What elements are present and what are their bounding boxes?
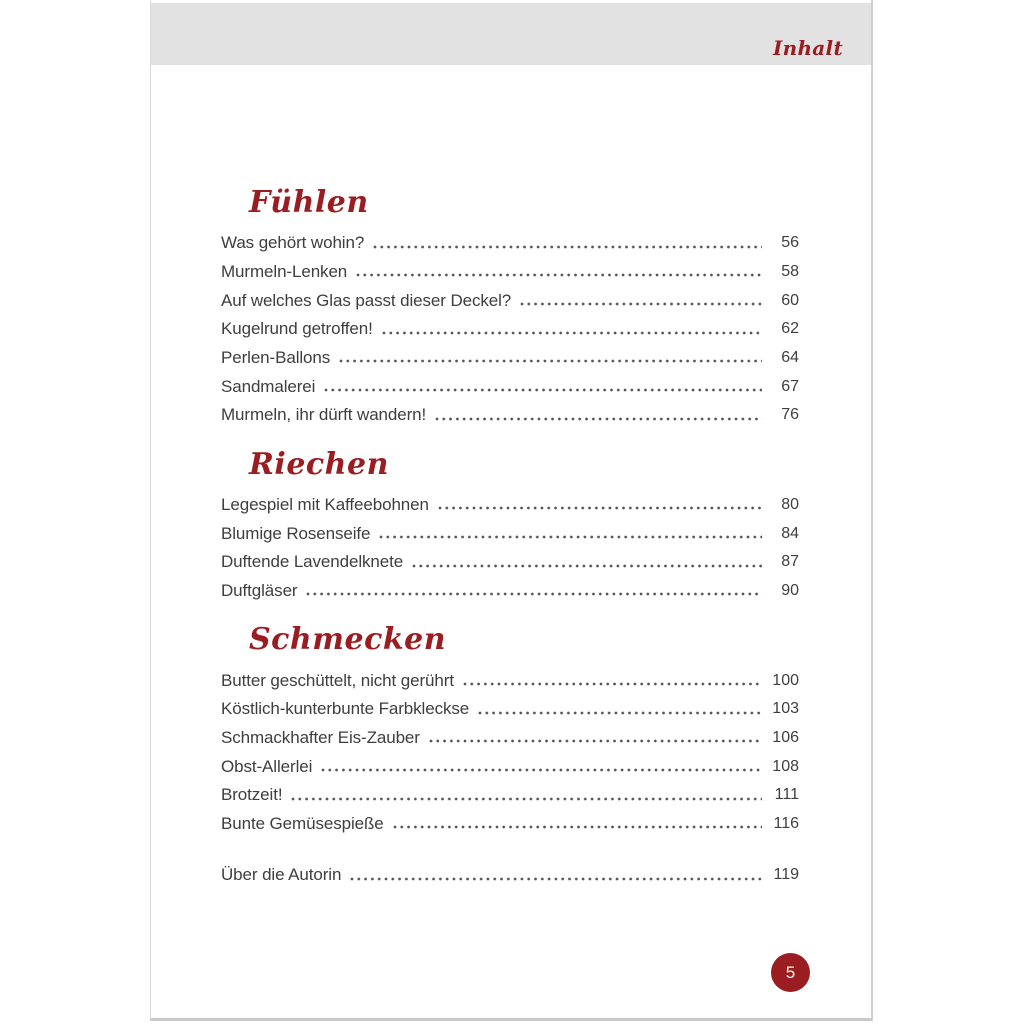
dot-leader — [382, 331, 762, 335]
entry-page-number: 106 — [772, 728, 799, 746]
header-band — [151, 3, 871, 65]
entry-page-number: 76 — [781, 406, 799, 424]
dot-leader — [435, 417, 762, 421]
table-of-contents — [151, 65, 871, 890]
entry-title: Auf welches Glas passt dieser Deckel? — [221, 290, 512, 310]
entry-title: Duftende Lavendelknete — [221, 552, 404, 572]
section-entries — [221, 491, 799, 606]
toc-entry — [221, 258, 799, 287]
section-title: Riechen — [249, 446, 389, 482]
section-title: Schmecken — [249, 622, 447, 658]
entry-title: Duftgläser — [221, 580, 298, 600]
dot-leader — [379, 535, 762, 539]
page-number-badge — [771, 953, 810, 992]
toc-entry — [221, 229, 799, 258]
entry-title: Schmackhafter Eis-Zauber — [221, 727, 420, 747]
toc-entry — [221, 695, 799, 724]
section-entries — [221, 666, 799, 838]
toc-entry — [221, 491, 799, 520]
toc-entry — [221, 372, 799, 401]
entry-page-number: 80 — [781, 495, 799, 513]
toc-entry — [221, 752, 799, 781]
toc-entry — [221, 666, 799, 695]
entry-title: Obst-Allerlei — [221, 756, 313, 776]
entry-title: Murmeln-Lenken — [221, 261, 348, 281]
entry-page-number: 64 — [781, 348, 799, 366]
dot-leader — [306, 592, 762, 596]
entry-title: Legespiel mit Kaffeebohnen — [221, 494, 429, 514]
entry-title: Bunte Gemüsespieße — [221, 813, 384, 833]
dot-leader — [321, 768, 762, 772]
entry-page-number: 84 — [781, 524, 799, 542]
dot-leader — [429, 739, 762, 743]
section-title: Fühlen — [249, 185, 369, 220]
toc-entry — [221, 344, 799, 373]
entry-page-number: 60 — [781, 291, 799, 309]
book-page — [150, 0, 873, 1021]
dot-leader — [463, 682, 762, 686]
entry-page-number: 56 — [781, 234, 799, 252]
toc-entry — [221, 548, 799, 577]
entry-title: Perlen-Ballons — [221, 347, 331, 367]
dot-leader — [412, 564, 762, 568]
entry-page-number: 119 — [773, 866, 799, 884]
toc-entry — [221, 286, 799, 315]
toc-section — [221, 446, 799, 606]
toc-entry — [221, 401, 799, 430]
dot-leader — [520, 302, 762, 306]
entry-page-number: 111 — [774, 786, 799, 804]
dot-leader — [291, 797, 762, 801]
dot-leader — [356, 273, 762, 277]
toc-entry — [221, 781, 799, 810]
entry-page-number: 90 — [781, 581, 799, 599]
entry-title: Sandmalerei — [221, 376, 316, 396]
toc-entry — [221, 861, 799, 890]
dot-leader — [393, 825, 762, 829]
entry-page-number: 108 — [772, 757, 799, 775]
dot-leader — [324, 388, 762, 392]
toc-entry — [221, 810, 799, 839]
entry-page-number: 67 — [781, 377, 799, 395]
toc-entry — [221, 577, 799, 606]
toc-entry — [221, 519, 799, 548]
entry-page-number: 103 — [772, 700, 799, 718]
entry-page-number: 58 — [781, 262, 799, 280]
dot-leader — [339, 359, 762, 363]
section-entries — [221, 229, 799, 430]
entry-title: Butter geschüttelt, nicht gerührt — [221, 670, 454, 690]
toc-section — [221, 187, 799, 430]
entry-page-number: 116 — [773, 814, 799, 832]
entry-title: Brotzeit! — [221, 785, 283, 805]
running-head: Inhalt — [772, 36, 843, 60]
toc-entry — [221, 724, 799, 753]
dot-leader — [373, 245, 762, 249]
entry-title: Blumige Rosenseife — [221, 523, 371, 543]
entry-title: Über die Autorin — [221, 865, 342, 885]
dot-leader — [478, 711, 762, 715]
entry-page-number: 62 — [781, 320, 799, 338]
entry-title: Köstlich-kunterbunte Farbkleckse — [221, 699, 470, 719]
entry-page-number: 87 — [781, 553, 799, 571]
entry-title: Kugelrund getroffen! — [221, 319, 373, 339]
toc-section — [221, 624, 799, 838]
entry-title: Was gehört wohin? — [221, 233, 365, 253]
dot-leader — [438, 506, 762, 510]
toc-entry — [221, 315, 799, 344]
entry-title: Murmeln, ihr dürft wandern! — [221, 405, 427, 425]
page-number: 5 — [785, 962, 796, 982]
entry-page-number: 100 — [772, 671, 799, 689]
dot-leader — [350, 877, 762, 881]
